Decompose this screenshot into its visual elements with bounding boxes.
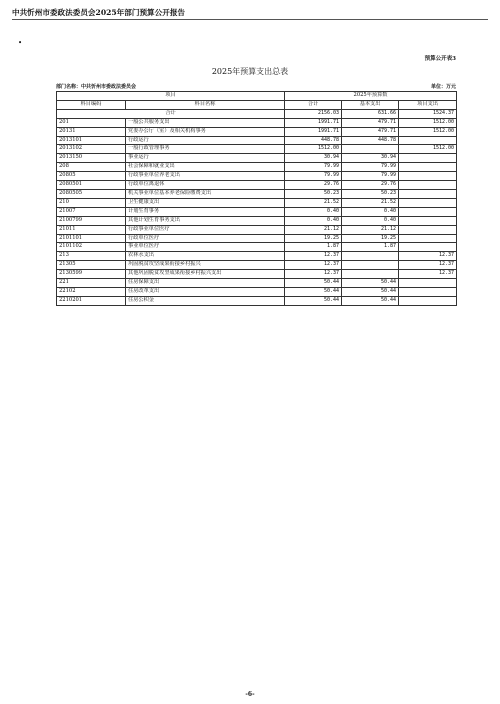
row-name: 卫生健康支出 <box>126 198 285 207</box>
row-total: 448.78 <box>285 136 342 145</box>
row-basic: 50.44 <box>342 287 399 296</box>
department-label: 部门名称：中共忻州市委政法委员会 <box>56 84 137 90</box>
row-basic: 0.40 <box>342 216 399 225</box>
row-name: 一般公共服务支出 <box>126 118 285 127</box>
table-row <box>57 287 457 296</box>
table-row <box>57 216 457 225</box>
row-basic: 29.76 <box>342 181 399 190</box>
row-code: 22102 <box>57 287 126 296</box>
table-row <box>57 127 457 136</box>
table-row <box>57 207 457 216</box>
row-name: 农林水支出 <box>126 252 285 261</box>
table-row <box>57 181 457 190</box>
row-name: 住房改革支出 <box>126 287 285 296</box>
row-basic: 19.25 <box>342 234 399 243</box>
row-code: 21011 <box>57 225 126 234</box>
header-code: 科目编码 <box>57 100 126 109</box>
table-row <box>57 163 457 172</box>
row-name: 其他巩固脱贫攻坚成果衔接乡村振兴支出 <box>126 270 285 279</box>
row-total: 1991.71 <box>285 127 342 136</box>
row-basic: 0.40 <box>342 207 399 216</box>
row-total: 30.94 <box>285 154 342 163</box>
row-name: 行政事业单位医疗 <box>126 225 285 234</box>
row-basic: 21.12 <box>342 225 399 234</box>
row-total: 79.99 <box>285 163 342 172</box>
table-row <box>57 234 457 243</box>
table-row <box>57 279 457 288</box>
header-budget-group: 2025年预算数 <box>285 92 457 101</box>
row-code: 2013102 <box>57 145 126 154</box>
table-row <box>57 270 457 279</box>
row-name: 一般行政管理事务 <box>126 145 285 154</box>
row-project <box>399 136 457 145</box>
row-name: 党委办公厅（室）及相关机构事务 <box>126 127 285 136</box>
row-name: 行政单位离退休 <box>126 181 285 190</box>
row-code: 2013150 <box>57 154 126 163</box>
row-code: 21305 <box>57 261 126 270</box>
row-basic: 448.78 <box>342 136 399 145</box>
row-name: 社会保障和就业支出 <box>126 163 285 172</box>
row-basic <box>342 145 399 154</box>
row-project <box>399 181 457 190</box>
unit-label: 单位：万元 <box>430 84 456 90</box>
row-basic: 50.44 <box>342 296 399 305</box>
row-total: 1991.71 <box>285 118 342 127</box>
row-total: 12.37 <box>285 261 342 270</box>
table-row <box>57 198 457 207</box>
report-header-title: 中共忻州市委政法委员会2025年部门预算公开报告 <box>12 8 186 17</box>
table-row <box>57 145 457 154</box>
table-row <box>57 252 457 261</box>
row-total: 0.40 <box>285 216 342 225</box>
row-project: 1512.00 <box>399 118 457 127</box>
row-project <box>399 216 457 225</box>
row-code: 201 <box>57 118 126 127</box>
row-total: 21.52 <box>285 198 342 207</box>
header-name: 科目名称 <box>126 100 285 109</box>
row-basic: 479.71 <box>342 127 399 136</box>
row-project: 12.37 <box>399 270 457 279</box>
bullet-mark: • <box>18 39 23 47</box>
row-name: 事业单位医疗 <box>126 243 285 252</box>
page-number: -6- <box>245 691 255 698</box>
header-basic: 基本支出 <box>342 100 399 109</box>
row-code: 20131 <box>57 127 126 136</box>
table-row <box>57 296 457 305</box>
header-total: 合计 <box>285 100 342 109</box>
row-code: 2013101 <box>57 136 126 145</box>
row-basic: 79.99 <box>342 172 399 181</box>
row-basic: 30.94 <box>342 154 399 163</box>
header-row-2 <box>57 100 457 109</box>
row-code: 221 <box>57 279 126 288</box>
row-project <box>399 234 457 243</box>
table-row <box>57 172 457 181</box>
row-basic <box>342 261 399 270</box>
row-total: 29.76 <box>285 181 342 190</box>
row-code: 213 <box>57 252 126 261</box>
row-code: 21007 <box>57 207 126 216</box>
row-name: 行政运行 <box>126 136 285 145</box>
total-row-label: 合计 <box>57 109 285 118</box>
row-project <box>399 287 457 296</box>
row-total: 1.87 <box>285 243 342 252</box>
row-project <box>399 243 457 252</box>
row-code: 210 <box>57 198 126 207</box>
row-project <box>399 279 457 288</box>
row-project <box>399 296 457 305</box>
row-project: 1512.00 <box>399 127 457 136</box>
row-total: 19.25 <box>285 234 342 243</box>
header-project: 项目 <box>57 92 285 101</box>
row-project <box>399 207 457 216</box>
total-row-basic: 631.66 <box>342 109 399 118</box>
row-name: 事业运行 <box>126 154 285 163</box>
row-total: 50.44 <box>285 296 342 305</box>
report-header <box>12 6 488 20</box>
row-project <box>399 154 457 163</box>
table-row <box>57 118 457 127</box>
row-basic <box>342 270 399 279</box>
row-total: 50.44 <box>285 279 342 288</box>
row-project <box>399 189 457 198</box>
row-total: 50.23 <box>285 189 342 198</box>
row-name: 其他计划生育事务支出 <box>126 216 285 225</box>
row-basic: 479.71 <box>342 118 399 127</box>
row-name: 住房保障支出 <box>126 279 285 288</box>
row-project <box>399 198 457 207</box>
row-basic: 50.44 <box>342 279 399 288</box>
row-code: 2130599 <box>57 270 126 279</box>
row-code: 2100799 <box>57 216 126 225</box>
row-basic: 21.52 <box>342 198 399 207</box>
row-project <box>399 225 457 234</box>
row-code: 2101102 <box>57 243 126 252</box>
row-total: 50.44 <box>285 287 342 296</box>
table-row <box>57 189 457 198</box>
row-code: 2101101 <box>57 234 126 243</box>
row-project <box>399 172 457 181</box>
row-name: 行政事业单位养老支出 <box>126 172 285 181</box>
row-code: 208 <box>57 163 126 172</box>
row-name: 巩固脱贫攻坚成果衔接乡村振兴 <box>126 261 285 270</box>
header-row-1 <box>57 92 457 101</box>
table-row <box>57 154 457 163</box>
row-total: 21.12 <box>285 225 342 234</box>
row-project: 12.37 <box>399 252 457 261</box>
row-basic: 50.23 <box>342 189 399 198</box>
row-total: 12.37 <box>285 252 342 261</box>
row-code: 20805 <box>57 172 126 181</box>
row-project: 1512.00 <box>399 145 457 154</box>
total-row-project: 1524.37 <box>399 109 457 118</box>
row-code: 2210201 <box>57 296 126 305</box>
row-total: 79.99 <box>285 172 342 181</box>
budget-expenditure-table <box>56 91 457 306</box>
row-total: 0.40 <box>285 207 342 216</box>
row-name: 住房公积金 <box>126 296 285 305</box>
row-project: 12.37 <box>399 261 457 270</box>
row-basic: 79.99 <box>342 163 399 172</box>
row-name: 机关事业单位基本养老保险缴费支出 <box>126 189 285 198</box>
total-row <box>57 109 457 118</box>
row-total: 1512.00 <box>285 145 342 154</box>
table-row <box>57 261 457 270</box>
row-basic: 1.87 <box>342 243 399 252</box>
row-name: 行政单位医疗 <box>126 234 285 243</box>
row-total: 12.37 <box>285 270 342 279</box>
table-row <box>57 225 457 234</box>
header-project-expenditure: 项目支出 <box>399 100 457 109</box>
row-basic <box>342 252 399 261</box>
table-row <box>57 243 457 252</box>
total-row-total: 2156.03 <box>285 109 342 118</box>
table-number: 预算公开表3 <box>424 56 456 62</box>
table-title: 2025年预算支出总表 <box>211 67 289 76</box>
row-name: 计划生育事务 <box>126 207 285 216</box>
row-code: 2080505 <box>57 189 126 198</box>
row-code: 2080501 <box>57 181 126 190</box>
row-project <box>399 163 457 172</box>
table-row <box>57 136 457 145</box>
